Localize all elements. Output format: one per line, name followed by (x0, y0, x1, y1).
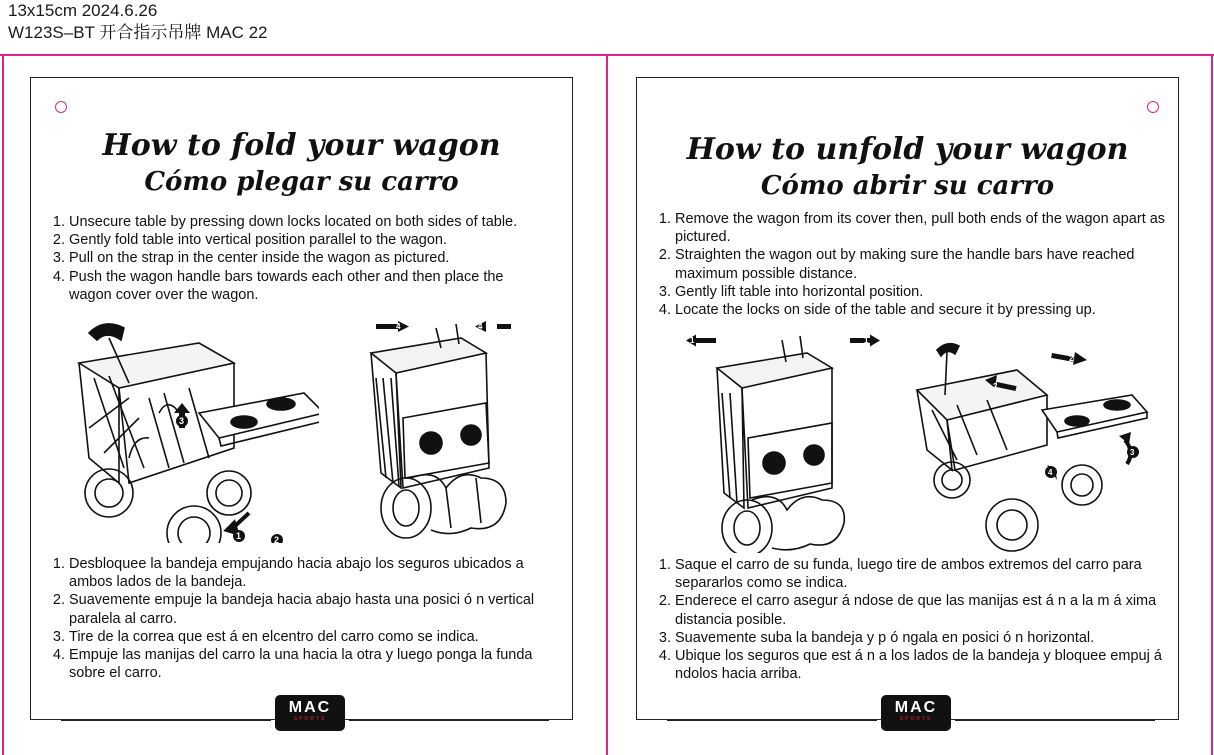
brand-logo (275, 695, 345, 731)
step-item: 4. Empuje las manijas del carro la una hacia la otra y luego ponga la funda sobre el carro. (69, 646, 559, 682)
fold-label-1: 1 (236, 531, 242, 541)
unfold-label-3: 3 (1130, 448, 1135, 457)
step-item: 1. Unsecure table by pressing down locks located on both sides of table. (69, 213, 539, 231)
spec-line: 13x15cm 2024.6.26 (8, 1, 158, 20)
fold-label-3: 3 (179, 416, 185, 426)
step-item: 3. Tire de la correa que est á en elcentro del carro como se indica. (69, 628, 559, 646)
logo-word: MAC (288, 699, 332, 716)
fold-steps-es (29, 555, 559, 682)
step-item: 1. Desbloquee la bandeja empujando hacia abajo los seguros ubicados a ambos lados de la bandeja. (69, 555, 559, 591)
logo-sub: SPORTS (899, 716, 933, 722)
fold-steps-en (29, 213, 539, 304)
unfold-label-1b: 1 (864, 336, 869, 345)
logo-word: MAC (894, 699, 938, 716)
step-item: 2. Enderece el carro asegur á ndose de que las manijas est á n a la m á xima distancia posible. (675, 592, 1165, 628)
unfold-label-4: 4 (1048, 468, 1053, 477)
trim-left (2, 54, 4, 755)
step-item: 1. Remove the wagon from its cover then, pull both ends of the wagon apart as pictured. (675, 210, 1173, 246)
logo-rule-left (61, 720, 271, 721)
unfold-title-en: How to unfold your wagon (686, 132, 1129, 167)
step-item: 2. Straighten the wagon out by making sure the handle bars have reached maximum possible distance. (675, 246, 1173, 282)
fold-label-2: 2 (274, 535, 280, 543)
wagon-pull-apart-illustration (682, 328, 882, 553)
logo-rule-right (349, 720, 549, 721)
wagon-unfolded-illustration (907, 340, 1152, 560)
step-item: 3. Gently lift table into horizontal position. (675, 283, 1173, 301)
unfold-label-2b: 2 (1069, 354, 1074, 363)
fold-instructions-card (30, 77, 573, 720)
hang-hole (1147, 101, 1159, 113)
unfold-label-2a: 2 (993, 382, 998, 391)
wagon-folded-illustration (341, 318, 531, 543)
logo-sub: SPORTS (293, 716, 327, 722)
step-item: 4. Push the wagon handle bars towards each other and then place the wagon cover over the wagon. (69, 268, 539, 304)
step-item: 2. Gently fold table into vertical position parallel to the wagon. (69, 231, 539, 249)
product-code-line: W123S–BT 开合指示吊牌 MAC 22 (8, 23, 268, 42)
step-item: 1. Saque el carro de su funda, luego tire de ambos extremos del carro para separarlos como se indica. (675, 556, 1165, 592)
step-item: 3. Suavemente suba la bandeja y p ó ngala en posici ó n horizontal. (675, 629, 1165, 647)
trim-middle (606, 54, 608, 755)
fold-title-en: How to fold your wagon (102, 128, 501, 163)
hang-hole (55, 101, 67, 113)
fold-label-4b: 4 (478, 322, 483, 331)
unfold-instructions-card (636, 77, 1179, 720)
trim-right (1211, 54, 1213, 755)
unfold-title-es: Cómo abrir su carro (760, 171, 1055, 201)
step-item: 4. Locate the locks on side of the table and secure it by pressing up. (675, 301, 1173, 319)
step-item: 2. Suavemente empuje la bandeja hacia abajo hasta una posici ó n vertical paralela al carro. (69, 591, 559, 627)
unfold-label-1a: 1 (690, 336, 695, 345)
logo-rule-right (955, 720, 1155, 721)
unfold-steps-en (635, 210, 1173, 319)
step-item: 4. Ubique los seguros que est á n a los lados de la bandeja y bloquee empuj á ndolos hacia arriba. (675, 647, 1165, 683)
wagon-open-illustration (49, 318, 319, 543)
unfold-steps-es (635, 556, 1165, 683)
logo-rule-left (667, 720, 877, 721)
fold-label-4a: 4 (396, 322, 401, 331)
fold-title-es: Cómo plegar su carro (144, 167, 459, 197)
step-item: 3. Pull on the strap in the center inside the wagon as pictured. (69, 249, 539, 267)
brand-logo (881, 695, 951, 731)
